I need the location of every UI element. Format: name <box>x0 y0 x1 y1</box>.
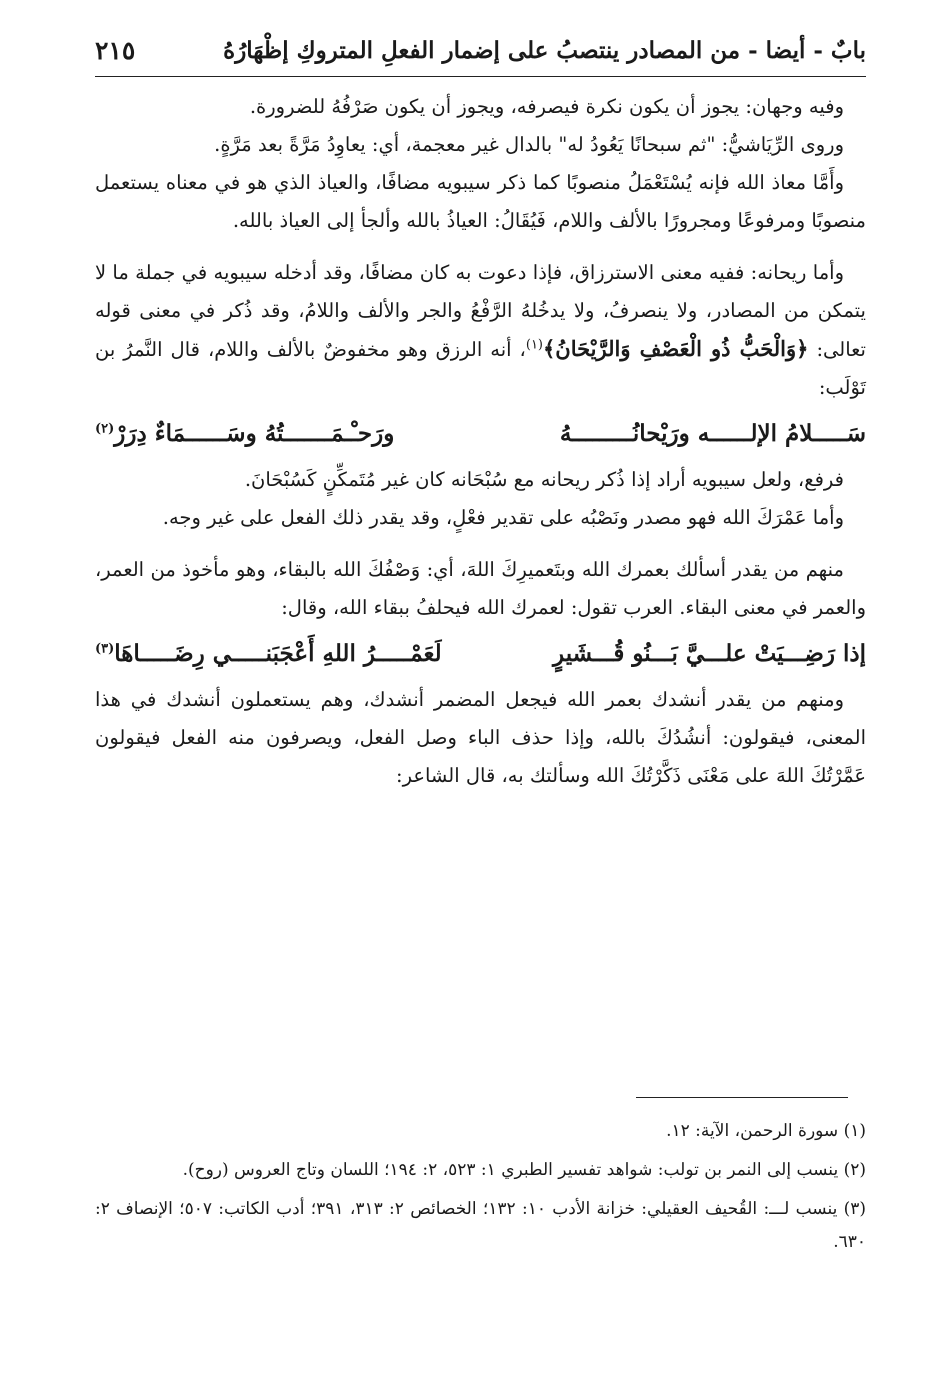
paragraph: وروى الرِّيَاشيُّ: "ثم سبحانًا يَعُودُ له" بالدال غير معجمة، أي: يعاوِدُ مَرَّةً بعد مَرَّةٍ. <box>214 133 844 156</box>
paragraph: وأما عَمْرَكَ الله فهو مصدر ونَصْبُه على تقدير فعْلٍ، وقد يقدر ذلك الفعل على غير وجه. <box>162 506 844 529</box>
footnote: (٣) ينسب لـــ: القُحيف العقيلي: خزانة الأدب ١٠: ١٣٢؛ الخصائص ٢: ٣١٣، ٣٩١؛ أدب الكاتب: ٥٠٧؛ الإنصاف ٢: ٦٣٠. <box>95 1199 867 1252</box>
hemistich-text: لَعَمْـــــرُ اللهِ أَعْجَبَنـــــي رِضَـــــاهَا <box>114 640 442 667</box>
page-header <box>95 26 866 74</box>
paragraph: وأَمَّا معاذ الله فإنه يُسْتَعْمَلُ منصوبًا كما ذكر سيبويه مضافًا، والعياذ الذي هو في معناه يستعمل منصوبًا ومرفوعًا ومجرورًا بالألف واللام، فَيُقَالُ: العياذُ بالله وألجأ إلى العياذ بالله. <box>95 171 866 232</box>
footnote-marker: (٢) <box>95 421 115 437</box>
footnotes <box>95 1115 866 1265</box>
paragraph: فرفع، ولعل سيبويه أراد إذا ذُكر ريحانه مع سُبْحَانه كان غير مُتَمكِّنٍ كَسُبْحَانَ. <box>244 468 844 491</box>
paragraph: وفيه وجهان: يجوز أن يكون نكرة فيصرفه، ويجوز أن يكون صَرْفُهُ للضرورة. <box>249 95 844 118</box>
paragraph: ومنهم من يقدر أنشدك بعمر الله فيجعل المضمر أنشدك، وهم يستعملون أنشدك في هذا المعنى، فيقولون: أنشُدُكَ بالله، وإذا حذف الباء وصل الفعل، ويصرفون منه الفعل فيقولون عَمَّرْتُكَ اللهَ على مَعْنَى ذَكَّرْتُكَ الله وسألتك به، قال الشاعر: <box>95 688 866 787</box>
footnote: (١) سورة الرحمن، الآية: ١٢. <box>666 1121 866 1141</box>
poetry-verse <box>95 629 866 679</box>
paragraph-text: وأما ريحانه: ففيه معنى الاسترزاق، فإذا دعوت به كان مضافًا، وقد أدخله سيبويه في جملة ما لا يتمكن من المصادر، ولا ينصرفُ، ولا يدخُلهُ الرَّفْعُ والجر والألف واللامُ، وقد ذُكر في معنى قوله تعالى: <box>95 261 866 361</box>
running-head: بابٌ - أيضا - من المصادر ينتصبُ على إضمار الفعلِ المتروكِ إظْهَارُهُ <box>223 36 866 64</box>
footnote: (٢) ينسب إلى النمر بن تولب: شواهد تفسير الطبري ١: ٥٢٣، ٢: ١٩٤؛ اللسان وتاج العروس (روح). <box>182 1160 866 1180</box>
main-text <box>95 88 866 795</box>
page-number: ٢١٥ <box>95 35 136 65</box>
poetry-verse <box>95 409 866 459</box>
verse-second-hemistich <box>95 629 442 679</box>
footnote-marker: (٣) <box>95 641 115 657</box>
paragraph-text: ، أنه الرزق وهو مخفوضٌ بالألف واللام، قال النَّمرُ بن تَوْلَب: <box>95 338 866 399</box>
verse-first-hemistich: سَـــــلامُ الإلــــــه ورَيْحانُـــــــــهُ <box>559 420 866 447</box>
hemistich-text: ورَحـْـمَـــــــتُهُ وسَــــــمَاءٌ دِرَرْ <box>114 420 395 447</box>
footnote-marker: (١) <box>525 337 543 353</box>
verse-second-hemistich <box>95 409 394 459</box>
header-rule <box>95 76 866 77</box>
footnote-rule <box>636 1097 848 1098</box>
paragraph: منهم من يقدر أسألك بعمرك الله وبتَعميرِكَ اللهَ، أي: وَصْفُكَ الله بالبقاء، وهو مأخوذ من العمر، والعمر في معنى البقاء. العرب تقول: لعمرك الله فيحلفُ ببقاء الله، وقال: <box>95 558 866 619</box>
paragraph <box>95 254 866 407</box>
verse-first-hemistich: إذا رَضِـــيَتْ علـــيَّ بَـــنُو قُـــشَيرٍ <box>553 640 866 667</box>
quran-verse: ﴿وَالْحَبُّ ذُو الْعَصْفِ وَالرَّيْحَانُ﴾ <box>543 336 809 361</box>
